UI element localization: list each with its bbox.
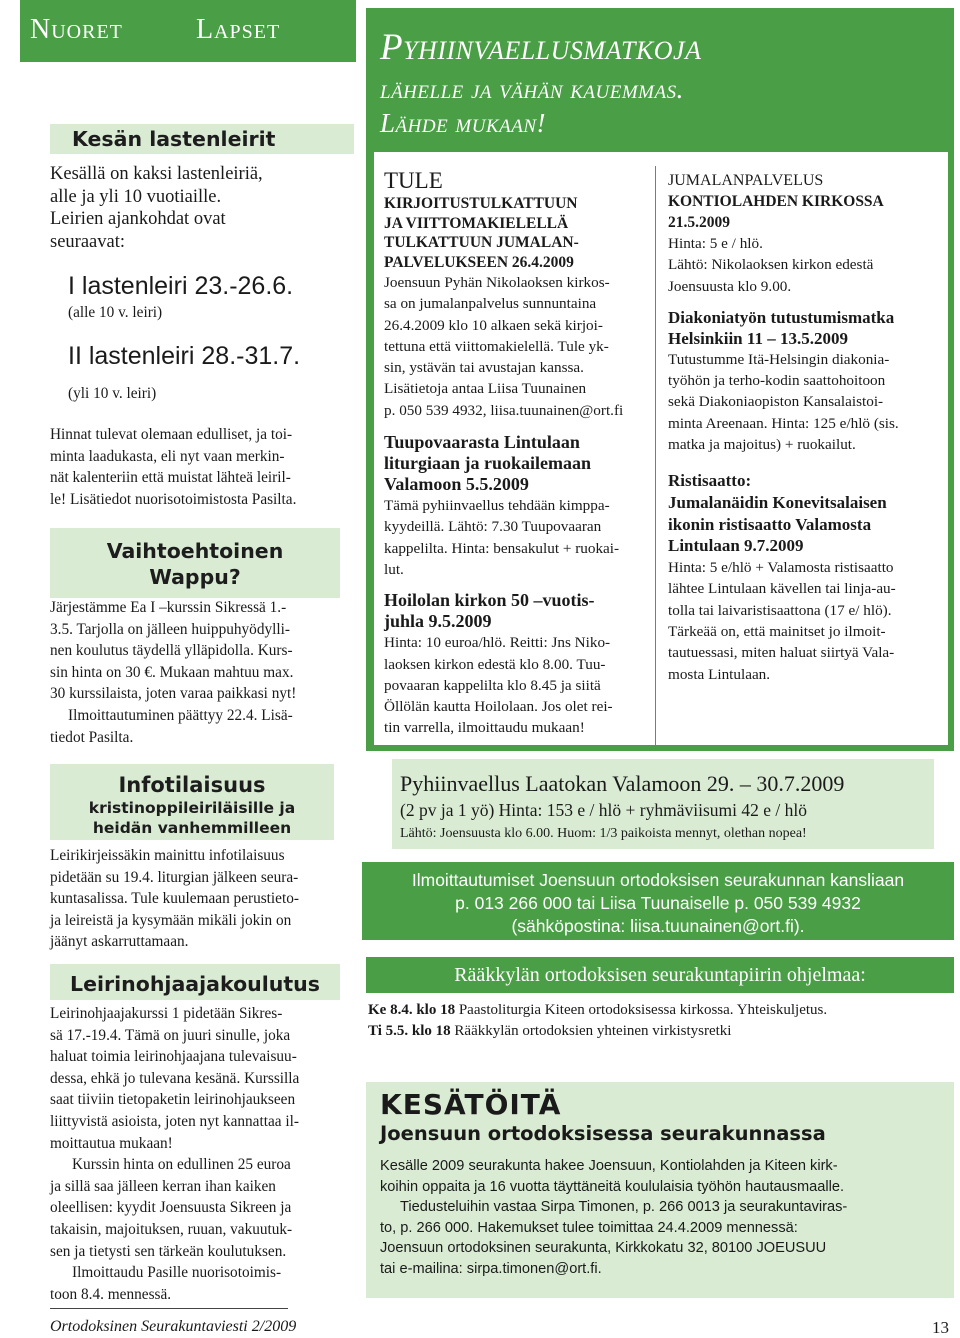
body-line: Tutustumme Itä-Helsingin diakonia-: [668, 350, 890, 368]
body-line: lähtee Lintulaan kävellen tai linja-au-: [668, 580, 896, 598]
body-line: povaaran kappelilta klo 8.45 ja siitä: [384, 676, 601, 694]
summer-jobs-subheading: Joensuun ortodoksisessa seurakunnassa: [380, 1122, 826, 1145]
camp2-date: II lastenleiri 28.-31.7.: [68, 342, 301, 370]
event-heading: [384, 432, 646, 495]
body-line: sä 17.-19.4. Tämä on juuri sinulle, joka: [50, 1026, 291, 1044]
body-line: tai e-mailina: sirpa.timonen@ort.fi.: [380, 1260, 602, 1277]
body-line: tettuna että viittomakielellä. Tule yk-: [384, 337, 609, 355]
event-body: [668, 233, 940, 297]
summer-camps-intro: [50, 163, 340, 253]
camp2-note: (yli 10 v. leiri): [68, 385, 157, 402]
pilgrimage-title: Pyhiinvaellusmatkoja: [380, 27, 702, 68]
footer-rule: [50, 1308, 288, 1309]
pilgrimage-subtitle: [380, 72, 840, 140]
info-subheading: heidän vanhemmilleen: [92, 819, 292, 837]
body-line: Hinta: 5 e/hlö + Valamosta ristisaatto: [668, 559, 894, 577]
body-line: matka ja majoitus) + ruokailut.: [668, 436, 856, 454]
body-line: Hinnat tulevat olemaan edulliset, ja toi-: [50, 426, 293, 443]
body-line: Ilmoittautuminen päättyy 22.4. Lisä-: [68, 706, 293, 724]
body-line: minta laadukasta, eli nyt vaan merkin-: [50, 447, 285, 465]
body-line: koihin oppaita ja 16 vuotta täyttäneitä koululaisia työhön hautausmaalle.: [380, 1178, 845, 1195]
wappu-heading-line: Wappu?: [149, 565, 241, 589]
body-line: Lisätietoja antaa Liisa Tuunainen: [384, 380, 587, 398]
body-line: haluat toimia leirinohjaajana tulevaisuu-: [50, 1048, 297, 1066]
subtitle-line: Lähde mukaan!: [380, 108, 547, 138]
heading-line: PALVELUKSEEN 26.4.2009: [384, 253, 574, 271]
subtitle-line: lähelle ja vähän kauemmas.: [380, 74, 684, 104]
heading-line: JA VIITTOMAKIELELLÄ: [384, 214, 569, 232]
wappu-body: [50, 597, 340, 748]
body-line: Joensuun ortodoksinen seurakunta, Kirkkokatu 32, 80100 JOEUSUU: [380, 1240, 827, 1256]
body-line: kappelilta. Hinta: bensakulut + ruokai-: [384, 539, 620, 557]
body-line: mosta Lintulaan.: [668, 665, 771, 683]
raakkyla-program: [368, 1000, 954, 1042]
program-item: [368, 1021, 954, 1042]
body-line: takaisin, majoituksen, ruuan, vakuutuk-: [50, 1220, 293, 1238]
intro-line: Leirien ajankohdat ovat: [50, 209, 226, 229]
info-subheading: kristinoppileiriläisille ja: [88, 799, 296, 817]
intro-line: alle ja yli 10 vuotiaille.: [50, 186, 222, 207]
body-line: p. 050 539 4932, liisa.tuunainen@ort.fi: [384, 401, 624, 419]
body-line: sekä Diakoniaopiston Kansalaistoi-: [668, 393, 884, 411]
summer-jobs-box: [366, 1082, 954, 1298]
summer-camps-body: [50, 424, 340, 510]
program-text: Rääkkylän ortodoksien yhteinen virkistysretki: [454, 1023, 732, 1039]
body-line: sin hinta on 30 €. Mukaan mahtuu max.: [50, 663, 294, 681]
body-line: Tämä pyhiinvaellus tehdään kimppa-: [384, 497, 610, 515]
body-line: toon 8.4. mennessä.: [50, 1285, 172, 1303]
body-line: liittyvistä asioista, joten nyt kannattaa il-: [50, 1112, 299, 1130]
body-line: laoksen kirkon edestä klo 8.00. Tuu-: [384, 655, 606, 673]
registration-line: (sähköpostina: liisa.tuunainen@ort.fi).: [511, 916, 805, 936]
column-divider: [655, 166, 656, 750]
heading-line: Ristisaatto:: [668, 471, 752, 491]
event-heading: [668, 470, 940, 557]
body-line: Tiedusteluihin vastaa Sirpa Timonen, p. 266 0013 ja seurakuntaviras-: [400, 1199, 848, 1215]
body-line: tin varrella, ilmoittaudu mukaan!: [384, 719, 585, 737]
body-line: Joensuusta klo 9.00.: [668, 277, 792, 295]
program-text: Paastoliturgia Kiteen ortodoksisessa kirkossa. Yhteiskuljetus.: [458, 1002, 828, 1018]
info-body: [50, 845, 340, 953]
event-heading: [668, 307, 940, 349]
body-line: minta Areenaan. Hinta: 125 e/hlö (sis.: [668, 414, 899, 432]
summer-camps-heading: Kesän lastenleirit: [50, 124, 354, 154]
body-line: 3.5. Tarjolla on jälleen huippuhyödylli-: [50, 620, 290, 638]
body-line: ja leireistä ja kysymään mikäli jokin on: [50, 911, 292, 929]
program-item: [368, 1000, 954, 1021]
header-nuoret: Nuoret: [30, 14, 123, 45]
body-line: 26.4.2009 klo 10 alkaen sekä kirjoi-: [384, 316, 603, 334]
program-date: Ti 5.5. klo 18: [368, 1023, 451, 1039]
event-body: [384, 495, 646, 580]
body-line: lut.: [384, 560, 404, 578]
events-column-1: [384, 168, 646, 739]
body-line: pidetään su 19.4. liturgian jälkeen seura-: [50, 868, 299, 886]
page-number: 13: [932, 1318, 949, 1337]
event-heading: JUMALANPALVELUS: [668, 172, 824, 189]
body-line: Joensuun Pyhän Nikolaoksen kirkos-: [384, 274, 610, 291]
leader-training-heading: Leirinohjaajakoulutus: [50, 964, 340, 1000]
camp1-date: I lastenleiri 23.-26.6.: [68, 272, 294, 300]
body-line: sen ja tietysti sen tärkeän koulutuksen.: [50, 1242, 287, 1260]
body-line: kuntasalissa. Tule kuulemaan perustieto-: [50, 890, 299, 908]
body-line: tautuessasi, miten haluat siirtyä Vala-: [668, 644, 895, 662]
body-line: Tärkeää on, että mainitset jo ilmoit-: [668, 623, 886, 641]
wappu-heading-line: Vaihtoehtoinen: [106, 539, 284, 563]
body-line: 30 kurssilaista, joten varaa paikkasi nyt!: [50, 685, 297, 703]
laatokka-pilgrimage-box: [392, 759, 934, 849]
registration-line: p. 013 266 000 tai Liisa Tuunaiselle p. 050 539 4932: [455, 893, 861, 913]
heading-line: liturgiaan ja ruokailemaan: [384, 453, 592, 474]
body-line: Lähtö: Nikolaoksen kirkon edestä: [668, 256, 874, 274]
body-line: Hinta: 10 euroa/hlö. Reitti: Jns Niko-: [384, 634, 611, 652]
heading-line: juhla 9.5.2009: [384, 611, 492, 632]
events-column-2: [668, 170, 940, 685]
summer-jobs-body: [380, 1156, 940, 1279]
body-line: to, p. 266 000. Hakemukset tulee toimittaa 24.4.2009 mennessä:: [380, 1219, 798, 1236]
registration-line: Ilmoittautumiset Joensuun ortodoksisen seurakunnan kansliaan: [411, 870, 905, 890]
tule-heading: TULE: [384, 168, 443, 193]
info-heading-box: [50, 764, 334, 840]
body-line: oleellisen: kyydit Joensuusta Sikreen ja: [50, 1199, 292, 1217]
heading-line: Helsinkiin 11 – 13.5.2009: [668, 328, 848, 348]
body-line: Kurssin hinta on edullinen 25 euroa: [72, 1156, 291, 1174]
body-line: tiedot Pasilta.: [50, 728, 134, 746]
heading-line: TULKATTUUN JUMALAN-: [384, 234, 579, 251]
body-line: kyydeillä. Lähtö: 7.30 Tuupovaaran: [384, 518, 602, 536]
body-line: sin, ystävän tai avustajan kanssa.: [384, 359, 584, 377]
heading-line: Hoilolan kirkon 50 –vuotis-: [384, 590, 595, 611]
body-line: nät kalenteriin että muistat lähteä leiril-: [50, 469, 291, 487]
body-line: Kesälle 2009 seurakunta hakee Joensuun, Kontiolahden ja Kiteen kirk-: [380, 1158, 838, 1174]
laatokka-departure: Lähtö: Joensuusta klo 6.00. Huom: 1/3 paikoista mennyt, olethan nopea!: [400, 826, 807, 841]
heading-line: Valamoon 5.5.2009: [384, 474, 529, 495]
event-heading: 21.5.2009: [668, 214, 730, 231]
heading-line: Diakoniatyön tutustumismatka: [668, 307, 895, 327]
leader-training-body: [50, 1003, 340, 1305]
summer-jobs-heading: KESÄTÖITÄ: [380, 1088, 562, 1121]
raakkyla-heading: Rääkkylän ortodoksisen seurakuntapiirin ohjelmaa:: [366, 957, 954, 993]
body-line: Leirikirjeissäkin mainittu infotilaisuus: [50, 847, 285, 864]
body-line: nen koulutus täydellä ylläpidolla. Kurs-: [50, 642, 293, 660]
body-line: saat tiiviin tietopaketin leirinohjaukseen: [50, 1091, 296, 1109]
event-body: [668, 349, 940, 455]
wappu-heading: [50, 528, 340, 598]
header-lapset: Lapset: [196, 14, 281, 45]
body-line: Järjestämme Ea I –kurssin Sikressä 1.-: [50, 599, 287, 616]
section-header-bar: [20, 0, 356, 62]
body-line: sa on jumalanpalvelus sunnuntaina: [384, 295, 597, 313]
body-line: moittautua mukaan!: [50, 1134, 173, 1152]
event-body: [668, 557, 940, 685]
heading-line: ikonin ristisaatto Valamosta: [668, 514, 872, 534]
footer-publication: Ortodoksinen Seurakuntaviesti 2/2009: [50, 1318, 297, 1335]
event-body: [384, 272, 646, 421]
heading-line: KIRJOITUSTULKATTUUN: [384, 195, 578, 212]
body-line: työhön ja terho-kodin saattohoitoon: [668, 372, 886, 390]
body-line: le! Lisätiedot nuorisotoimistosta Pasilta.: [50, 490, 297, 508]
body-line: ja sillä saa jälleen kerran ihan kaiken: [50, 1177, 276, 1195]
info-heading: Infotilaisuus: [118, 773, 266, 797]
camp1-note: (alle 10 v. leiri): [68, 304, 163, 321]
heading-line: Tuupovaarasta Lintulaan: [384, 432, 580, 453]
registration-box: [362, 862, 954, 940]
body-line: dessa, ehkä jo tulevana kesänä. Kurssilla: [50, 1069, 300, 1087]
body-line: Hinta: 5 e / hlö.: [668, 235, 763, 252]
body-line: jäänyt askarruttamaan.: [50, 933, 189, 951]
event-body: [384, 632, 646, 738]
event-heading: [384, 194, 646, 272]
body-line: Leirinohjaajakurssi 1 pidetään Sikres-: [50, 1005, 283, 1022]
heading-line: Lintulaan 9.7.2009: [668, 536, 804, 556]
body-line: Öllölän kautta Hoilolaan. Jos olet rei-: [384, 698, 613, 716]
intro-line: Kesällä on kaksi lastenleiriä,: [50, 164, 263, 184]
event-heading: KONTIOLAHDEN KIRKOSSA: [668, 193, 884, 210]
laatokka-title: Pyhiinvaellus Laatokan Valamoon 29. – 30.7.2009: [400, 771, 845, 796]
event-heading: [384, 590, 646, 632]
program-date: Ke 8.4. klo 18: [368, 1002, 456, 1018]
laatokka-price: (2 pv ja 1 yö) Hinta: 153 e / hlö + ryhmäviisumi 42 e / hlö: [400, 800, 807, 820]
intro-line: seuraavat:: [50, 231, 125, 252]
body-line: Ilmoittaudu Pasille nuorisotoimis-: [72, 1264, 282, 1282]
heading-line: Jumalanäidin Konevitsalaisen: [668, 493, 887, 513]
body-line: tolla tai laivaristisaattona (17 e/ hlö).: [668, 601, 892, 619]
